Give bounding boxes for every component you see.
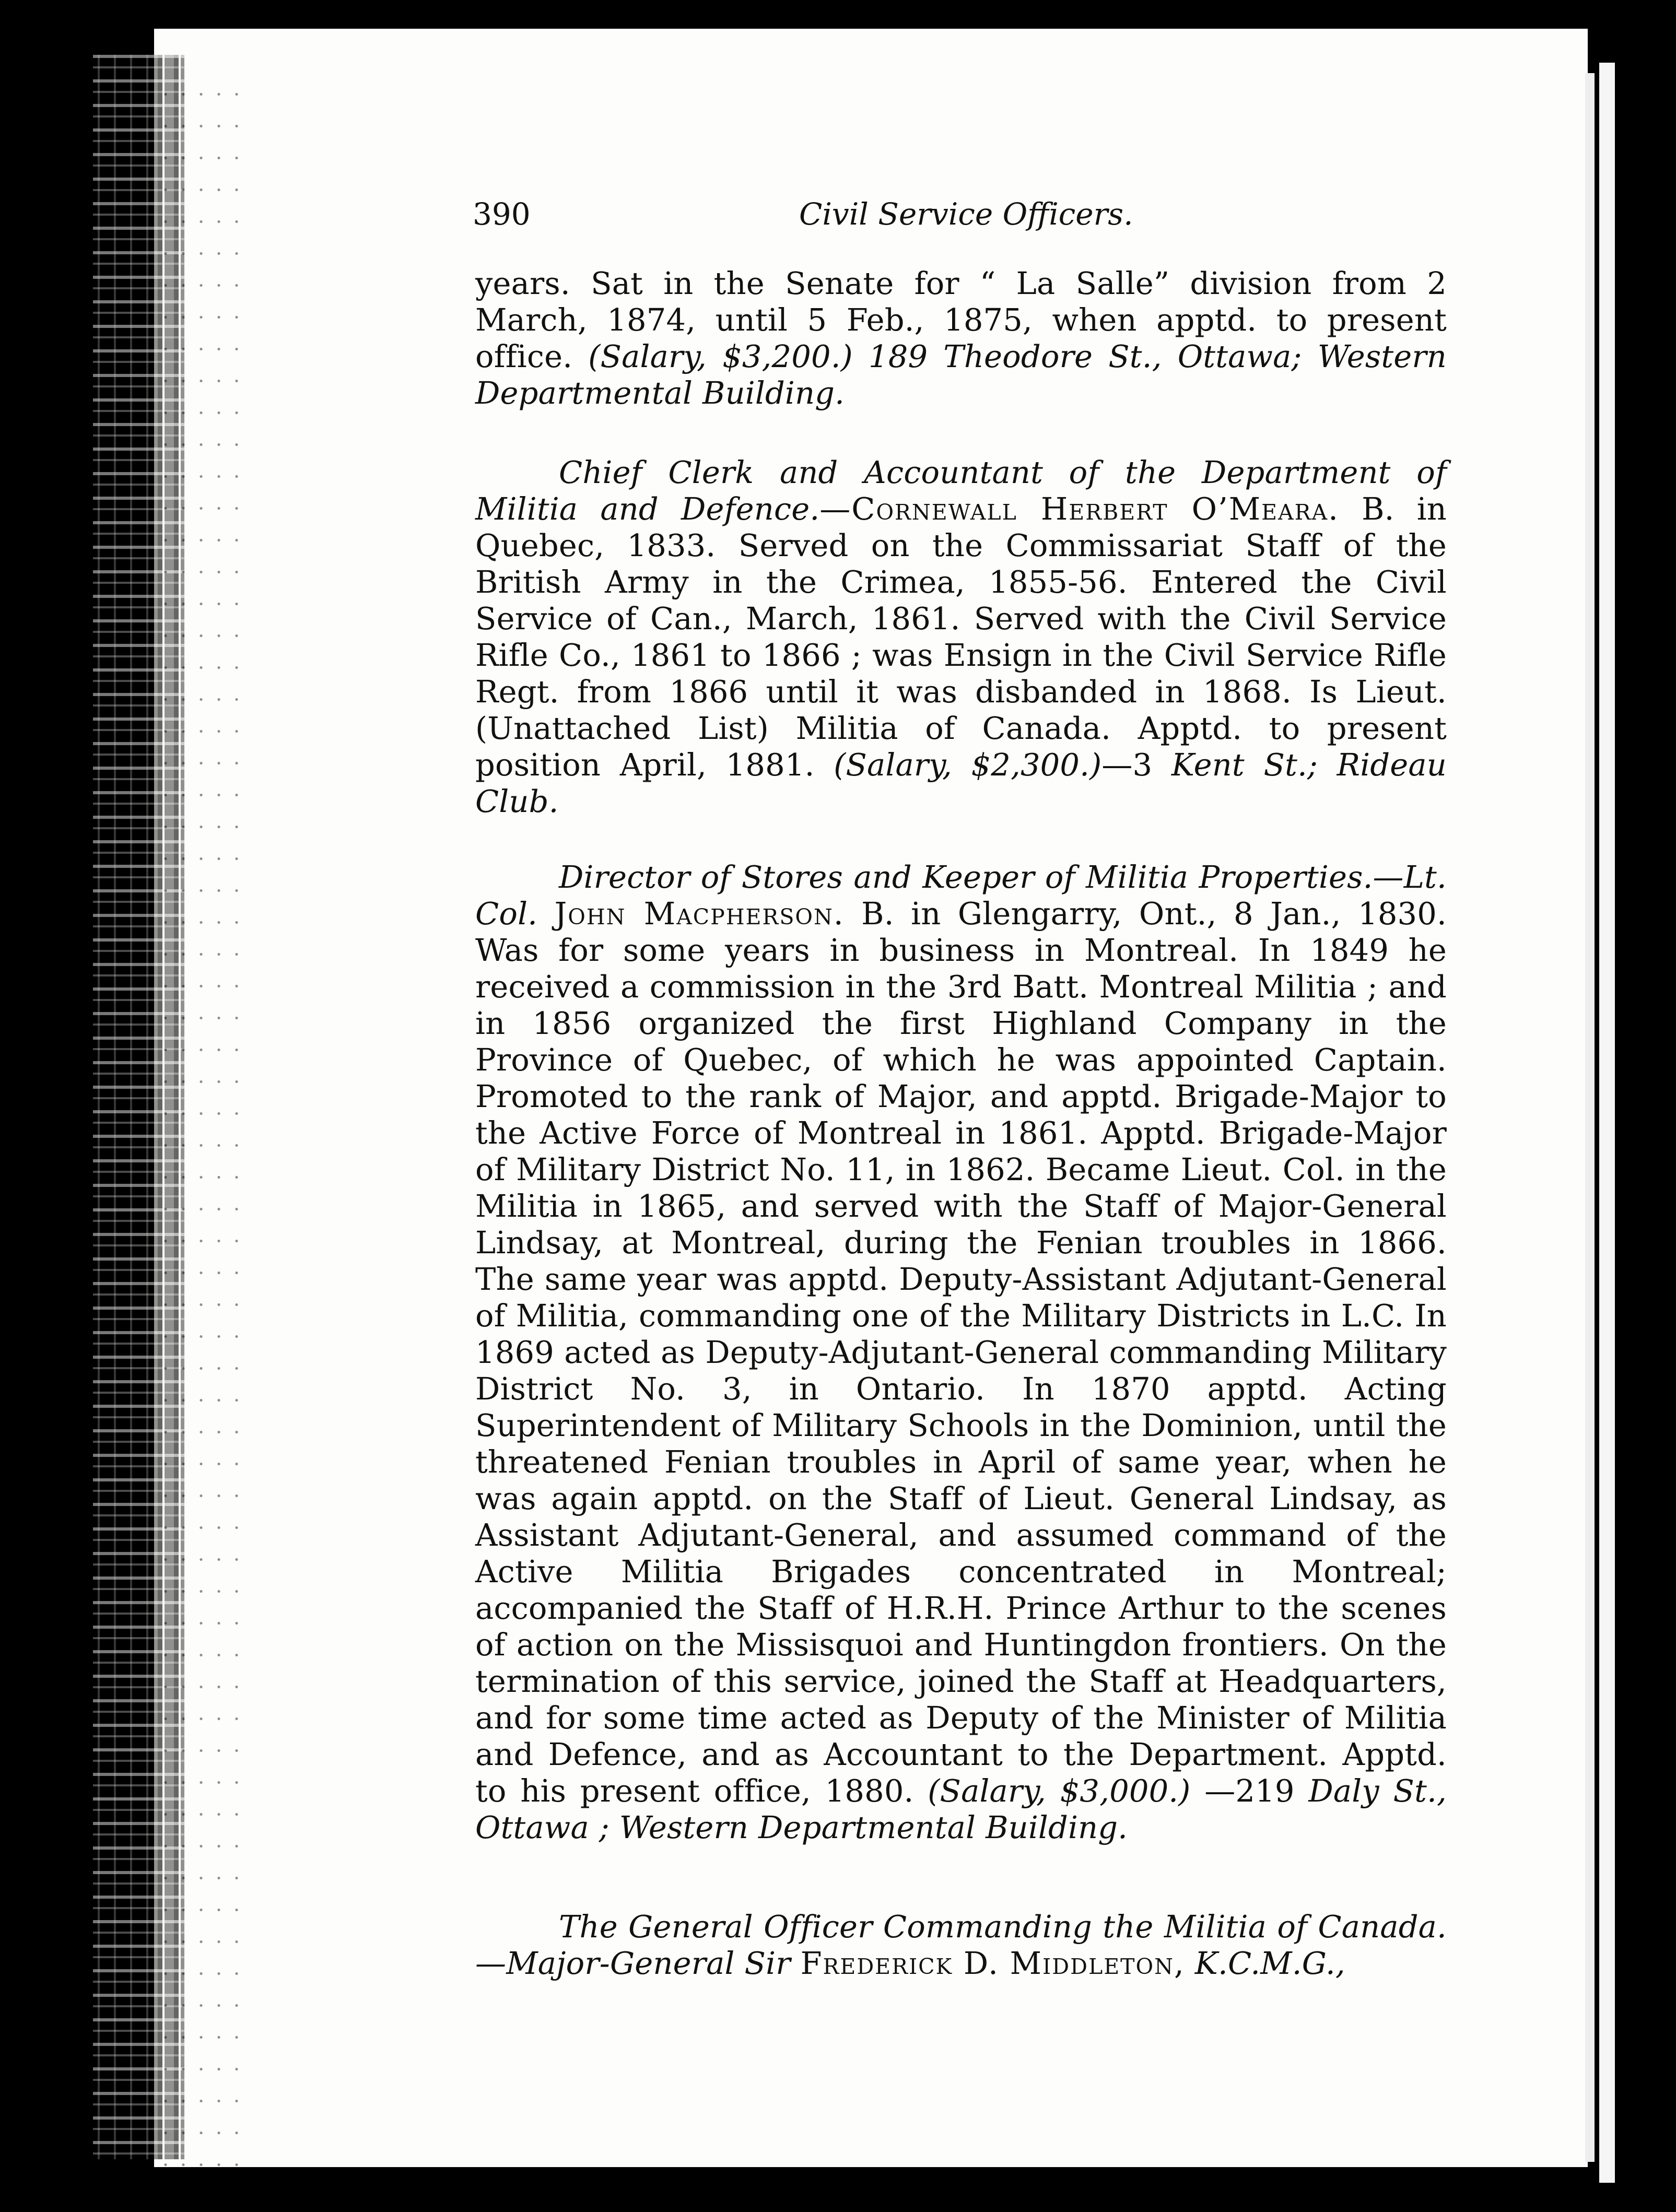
entry-macpherson-address-number: —219 — [1204, 1773, 1295, 1809]
entry-previous-text: years. Sat in the Senate for “ La Salle” division from 2 March, 1874, until 5 Feb., 1875, when apptd. to present office. — [475, 265, 1447, 374]
entry-middleton-title: The General Officer Commanding the Militia of Canada. — [559, 1909, 1447, 1945]
entry-middleton-name: Frederick D. Middleton, — [800, 1945, 1185, 1981]
entry-omeara-name: —Cornewall Herbert O’Meara. — [819, 491, 1339, 527]
entry-macpherson-name: John Macpherson. — [554, 896, 845, 932]
entry-macpherson-salary: (Salary, $3,000.) — [928, 1773, 1191, 1809]
entry-macpherson-title: Director of Stores and Keeper of Militia Properties.—Lt. Col. — [475, 859, 1447, 932]
entry-macpherson-body: B. in Glengarry, Ont., 8 Jan., 1830. Was for some years in business in Montreal. In 1849 he received a commission in the 3rd Batt. Montreal Militia ; and in 1856 organized the first Highland Company in the Province of Quebec, of which he was appointed Captain. Promoted to the rank of Major, and apptd. Brigade-Major to the Active Force of Montreal in 1861. Apptd. Brigade-Major of Military District No. 11, in 1862. Became Lieut. Col. in the Militia in 1865, and served with the Staff of Major-General Lindsay, at Montreal, during the Fenian troubles in 1866. The same year was apptd. Deputy-Assistant Adjutant-General of Militia, commanding one of the Military Districts in L.C. In 1869 acted as Deputy-Adjutant-General commanding Military District No. 3, in Ontario. In 1870 apptd. Acting Superintendent of Military Schools in the Dominion, until the threatened Fenian troubles in April of same year, when he was again apptd. on the Staff of Lieut. General Lindsay, as Assistant Adjutant-General, and assumed command of the Active Militia Brigades concentrated in Montreal; accompanied the Staff of H.R.H. Prince Arthur to the scenes of action on the Missisquoi and Huntingdon frontiers. On the termination of this service, joined the Staff at Headquarters, and for some time acted as Deputy of the Minister of Militia and Defence, and as Accountant to the Department. Apptd. to his present office, 1880. — [475, 896, 1447, 1809]
entry-previous-address: 189 Theodore St., Ottawa; Western Departmental Building. — [475, 338, 1447, 411]
binding-speckle — [157, 78, 245, 2167]
running-title: Civil Service Officers. — [799, 196, 1133, 232]
entry-omeara-body: B. in Quebec, 1833. Served on the Commissariat Staff of the British Army in the Crimea, 1855-56. Entered the Civil Service of Can., March, 1861. Served with the Civil Service Rifle Co., 1861 to 1866 ; was Ensign in the Civil Service Rifle Regt. from 1866 until it was disbanded in 1868. Is Lieut. (Unattached List) Militia of Canada. Apptd. to present position April, 1881. — [475, 491, 1447, 783]
entry-macpherson-address: Daly St., Ottawa ; Western Departmental Building. — [475, 1773, 1447, 1845]
entry-omeara-address: Kent St.; Rideau Club. — [475, 747, 1447, 819]
entry-previous-salary: (Salary, $3,200.) — [588, 338, 853, 374]
entry-middleton-honours: K.C.M.G., — [1194, 1945, 1345, 1981]
page-number: 390 — [473, 196, 531, 232]
entry-omeara-title: Chief Clerk and Accountant of the Department of Militia and Defence. — [475, 454, 1447, 527]
entry-omeara-salary: (Salary, $2,300.) — [834, 747, 1102, 783]
entry-middleton-rank: —Major-General Sir — [475, 1945, 791, 1981]
entry-omeara-address-number: —3 — [1101, 747, 1153, 783]
entry-omeara — [475, 454, 1447, 820]
entry-macpherson — [475, 859, 1447, 1846]
entry-middleton — [475, 1909, 1447, 1982]
right-edge-strip-outer — [1599, 63, 1615, 2183]
entry-previous — [475, 265, 1447, 411]
right-edge-strip — [1585, 73, 1595, 2162]
